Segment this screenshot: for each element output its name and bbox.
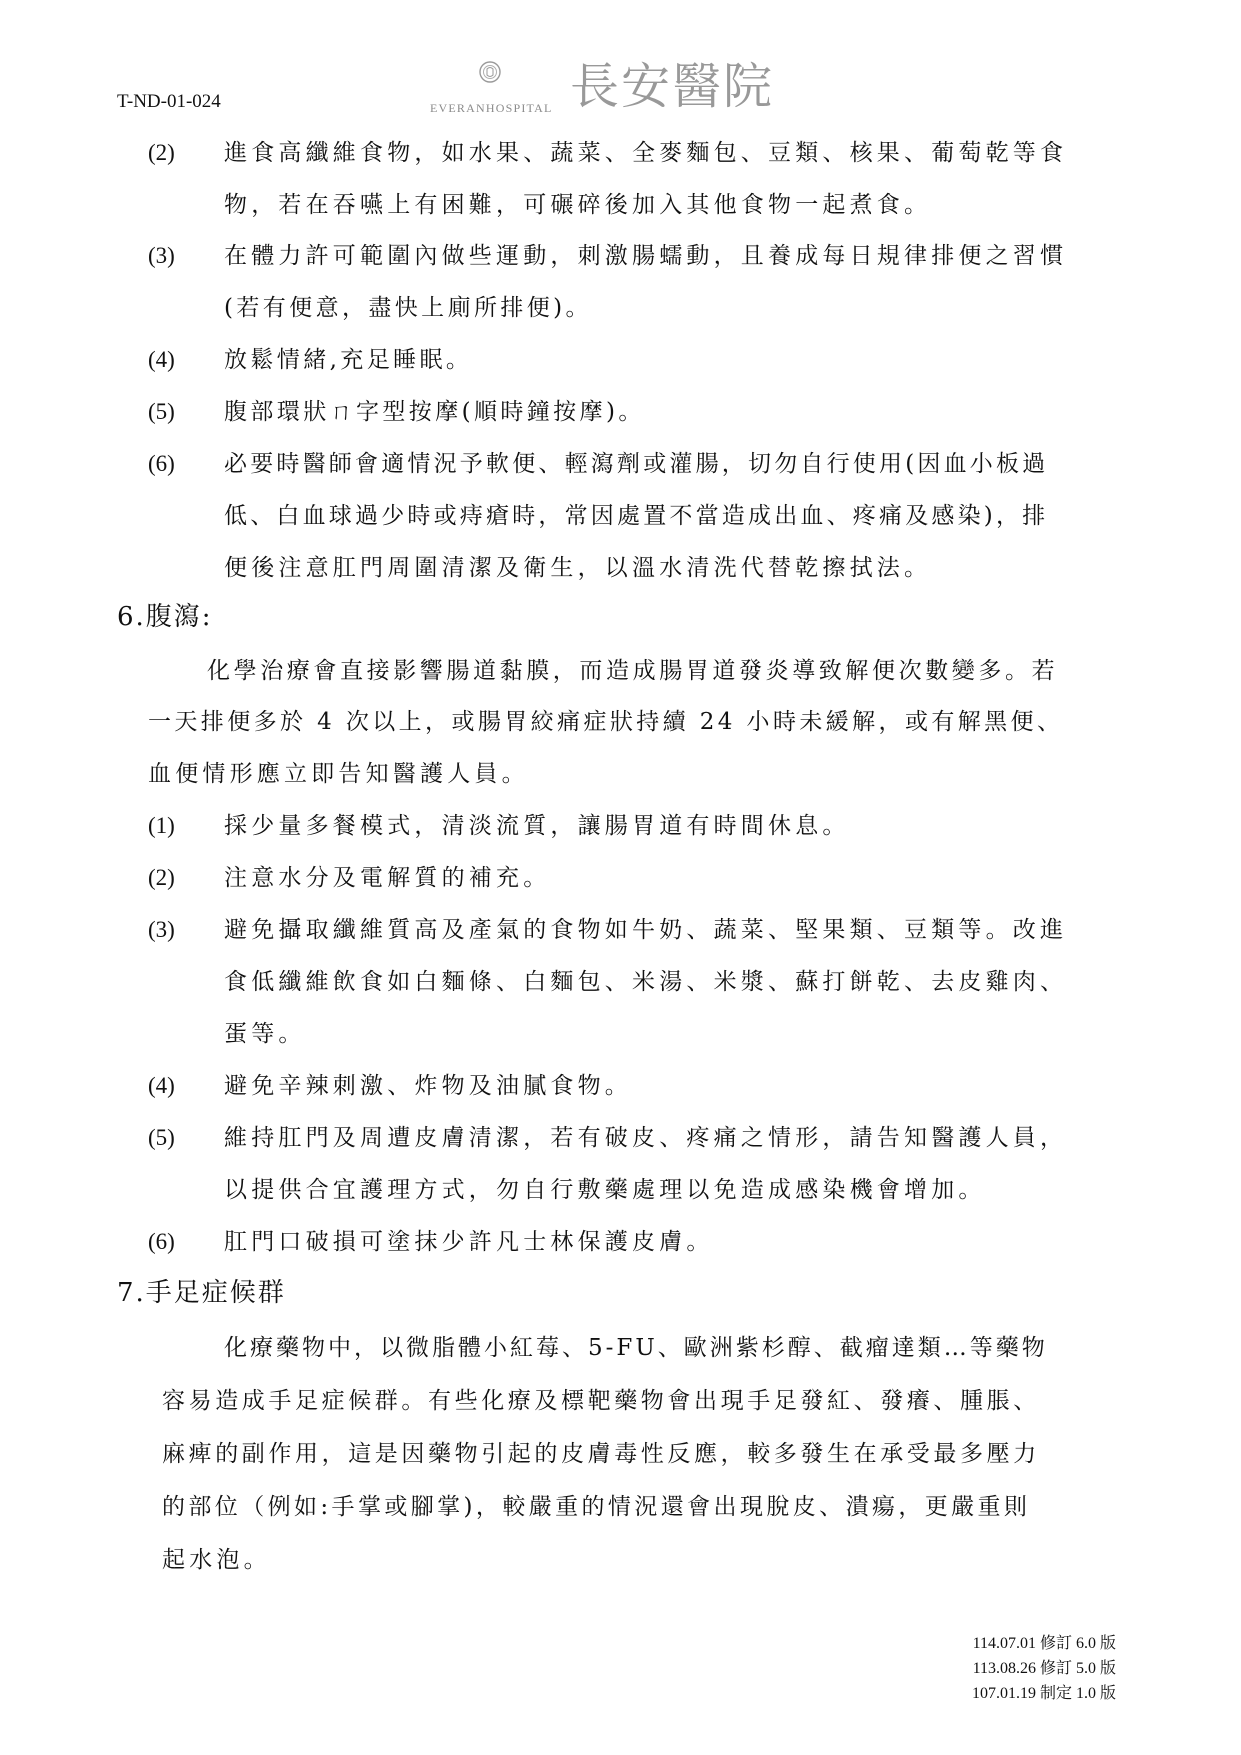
list-item-number: (2) (148, 140, 175, 165)
paragraph-line: 一天排便多於 4 次以上，或腸胃絞痛症狀持續 24 小時未緩解，或有解黑便、 (148, 709, 1064, 735)
list-item-number: (3) (148, 243, 175, 268)
paragraph-line: 容易造成手足症候群。有些化療及標靶藥物會出現手足發紅、發癢、腫脹、 (162, 1388, 1040, 1414)
revision-entry: 114.07.01 修訂 6.0 版 (972, 1635, 1116, 1652)
revision-entry: 107.01.19 制定 1.0 版 (971, 1685, 1116, 1702)
paragraph-line: 化學治療會直接影響腸道黏膜，而造成腸胃道發炎導致解便次數變多。若 (207, 658, 1059, 684)
list-item-number: (4) (148, 347, 175, 372)
list-item-text: 進食高纖維食物，如水果、蔬菜、全麥麵包、豆類、核果、葡萄乾等食 (224, 140, 1068, 166)
list-item-text: 避免攝取纖維質高及產氣的食物如牛奶、蔬菜、堅果類、豆類等。改進 (224, 917, 1068, 943)
list-item-text: 肛門口破損可塗抹少許凡士林保護皮膚。 (224, 1229, 714, 1255)
list-item-text: 以提供合宜護理方式，勿自行敷藥處理以免造成感染機會增加。 (224, 1177, 986, 1203)
revision-entry: 113.08.26 修訂 5.0 版 (972, 1660, 1116, 1677)
list-item-text: 腹部環狀ㄇ字型按摩(順時鐘按摩)。 (224, 399, 645, 425)
list-item-text: (若有便意，盡快上廁所排便)。 (224, 295, 592, 321)
list-item-number: (5) (148, 399, 175, 424)
list-item-text: 必要時醫師會適情況予軟便、輕瀉劑或灌腸，切勿自行使用(因血小板過 (224, 451, 1049, 477)
list-item-text: 放鬆情緒,充足睡眠。 (224, 347, 473, 373)
list-item-text: 維持肛門及周遭皮膚清潔，若有破皮、疼痛之情形，請告知醫護人員， (224, 1125, 1068, 1151)
paragraph-line: 起水泡。 (162, 1547, 271, 1573)
logo-english-name: EVERANHOSPITAL (430, 101, 553, 115)
logo-chinese-name: 長安醫院 (570, 58, 775, 115)
list-item-number: (4) (148, 1073, 175, 1098)
list-item-number: (1) (148, 813, 175, 838)
list-item-number: (6) (148, 1229, 175, 1254)
paragraph-line: 化療藥物中，以微脂體小紅莓、5-FU、歐洲紫杉醇、截瘤達類…等藥物 (224, 1335, 1048, 1361)
section-heading-hand-foot: 7.手足症候群 (117, 1278, 286, 1308)
hospital-logo (430, 56, 830, 120)
list-item-text: 物，若在吞嚥上有困難，可碾碎後加入其他食物一起煮食。 (224, 192, 932, 218)
list-item-number: (3) (148, 917, 175, 942)
list-item-text: 採少量多餐模式，清淡流質，讓腸胃道有時間休息。 (224, 813, 850, 839)
paragraph-line: 血便情形應立即告知醫護人員。 (148, 761, 529, 787)
list-item-text: 低、白血球過少時或痔瘡時，常因處置不當造成出血、疼痛及感染)，排 (224, 503, 1049, 529)
list-item-text: 避免辛辣刺激、炸物及油膩食物。 (224, 1073, 632, 1099)
list-item-text: 蛋等。 (224, 1021, 306, 1047)
document-code: T-ND-01-024 (117, 91, 221, 112)
list-item-number: (2) (148, 865, 175, 890)
list-item-number: (5) (148, 1125, 175, 1150)
list-item-text: 便後注意肛門周圍清潔及衛生，以溫水清洗代替乾擦拭法。 (224, 555, 932, 581)
paragraph-line: 的部位（例如:手掌或腳掌)，較嚴重的情況還會出現脫皮、潰瘍，更嚴重則 (162, 1494, 1031, 1520)
list-item-text: 注意水分及電解質的補充。 (224, 865, 551, 891)
section-heading-diarrhea: 6.腹瀉: (117, 602, 213, 632)
list-item-number: (6) (148, 451, 175, 476)
hospital-emblem-icon (478, 60, 502, 84)
list-item-text: 食低纖維飲食如白麵條、白麵包、米湯、米漿、蘇打餅乾、去皮雞肉、 (224, 969, 1068, 995)
paragraph-line: 麻痺的副作用，這是因藥物引起的皮膚毒性反應，較多發生在承受最多壓力 (162, 1441, 1040, 1467)
list-item-text: 在體力許可範圍內做些運動，刺激腸蠕動，且養成每日規律排便之習慣 (224, 243, 1068, 269)
